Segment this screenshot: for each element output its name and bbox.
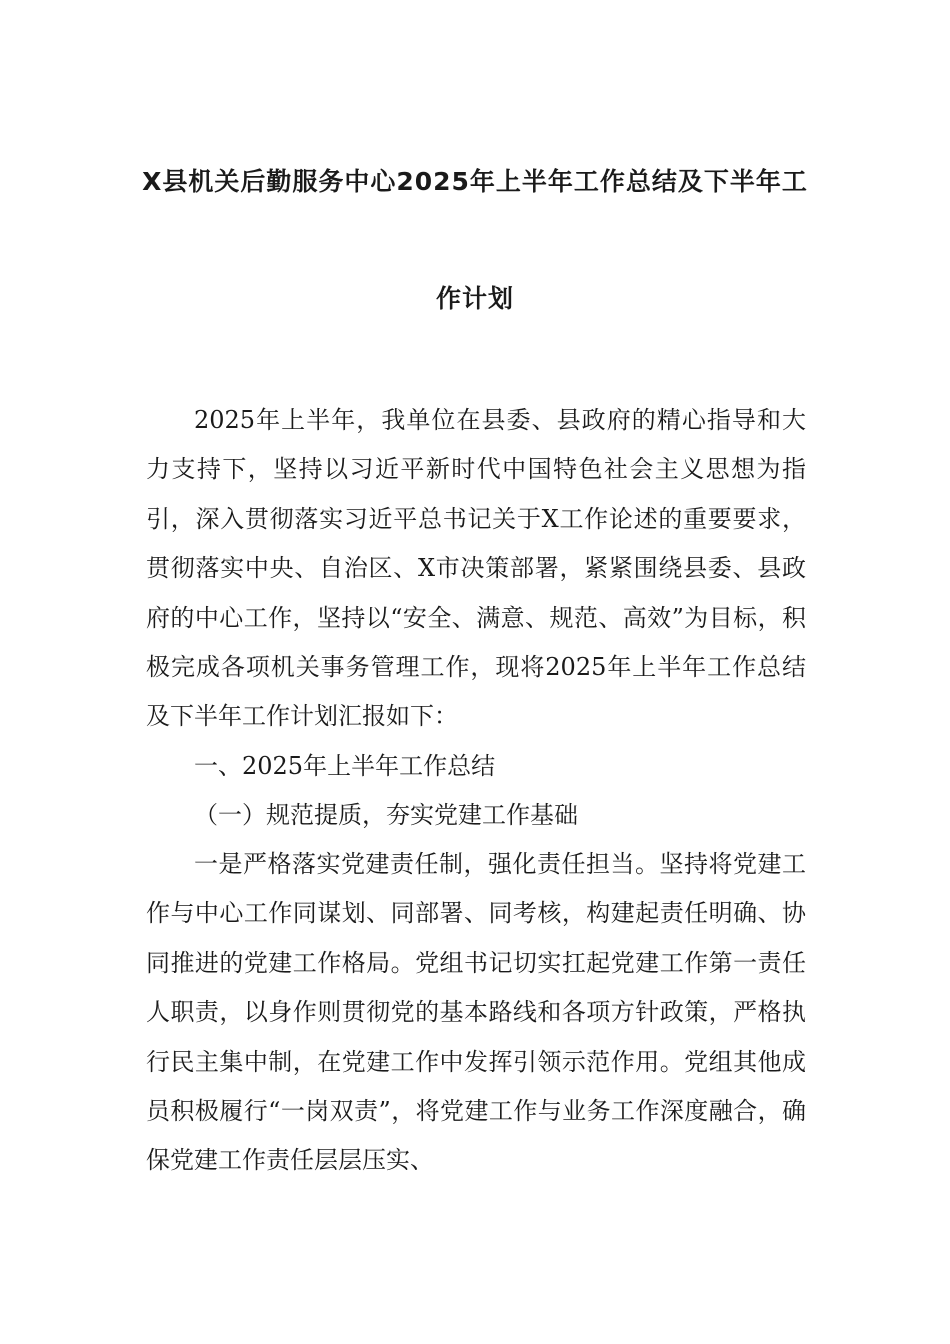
document-title-line-2: 作计划: [435, 284, 514, 313]
body-paragraph: 一是严格落实党建责任制，强化责任担当。坚持将党建工作与中心工作同谋划、同部署、同考核，构建起责任明确、协同推进的党建工作格局。党组书记切实扛起党建工作第一责任人职责，以身作则贯彻党的基本路线和各项方针政策，严格执行民主集中制，在党建工作中发挥引领示范作用。党组其他成员积极履行“一岗双责”，将党建工作与业务工作深度融合，确保党建工作责任层层压实、: [146, 850, 806, 1175]
intro-paragraph: 2025年上半年，我单位在县委、县政府的精心指导和大力支持下，坚持以习近平新时代中国特色社会主义思想为指引，深入贯彻落实习近平总书记关于X工作论述的重要要求，贯彻落实中央、自治区、X市决策部署，紧紧围绕县委、县政府的中心工作，坚持以“安全、满意、规范、高效”为目标，积极完成各项机关事务管理工作，现将2025年上半年工作总结及下半年工作计划汇报如下：: [146, 406, 806, 731]
section-heading: 一、2025年上半年工作总结: [194, 752, 496, 780]
subsection-heading: （一）规范提质，夯实党建工作基础: [194, 801, 578, 829]
document-title-line-1: X县机关后勤服务中心2025年上半年工作总结及下半年工: [142, 167, 808, 196]
